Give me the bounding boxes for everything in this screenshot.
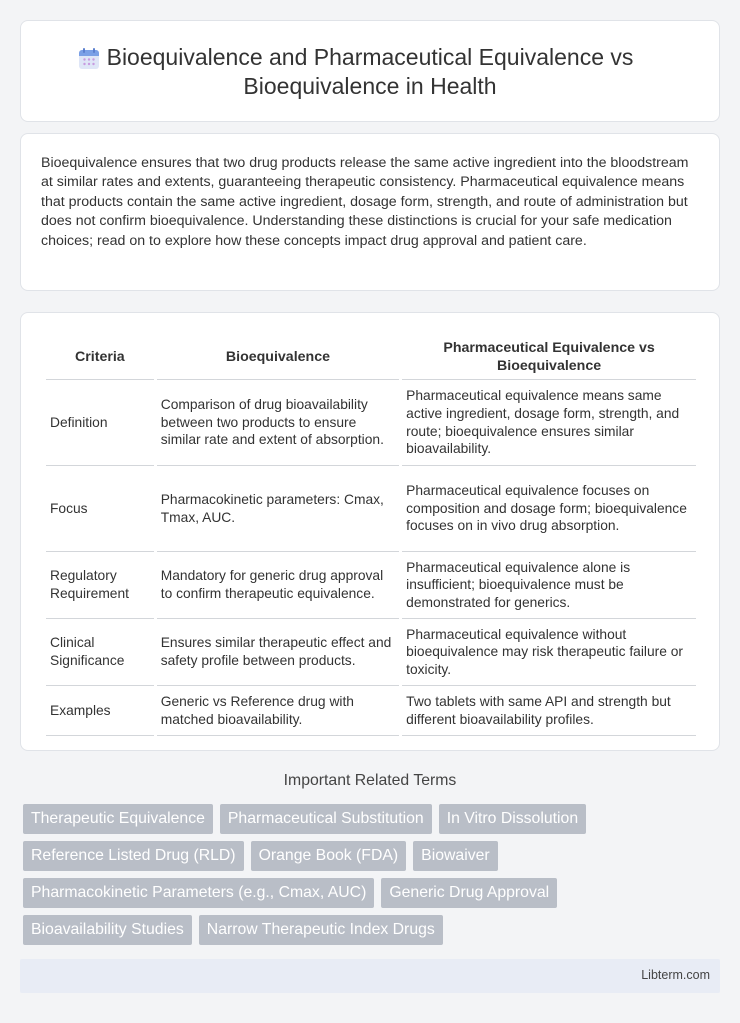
footer-site-link[interactable]: Libterm.com [641,968,710,982]
page-title [21,43,719,101]
table-cell: Clinical Significance [46,619,154,686]
chip-row [23,804,723,834]
table-cell: Regulatory Requirement [46,552,154,619]
related-term-chip[interactable]: Orange Book (FDA) [251,841,407,871]
related-terms-title: Important Related Terms [283,772,457,789]
related-term-chip[interactable]: Biowaiver [413,841,497,871]
related-term-chip[interactable]: Pharmacokinetic Parameters (e.g., Cmax, AUC) [23,878,374,908]
table-cell: Mandatory for generic drug approval to confirm therapeutic equivalence. [157,552,399,619]
table-header-row [46,335,696,380]
intro-card [20,133,720,291]
related-term-chip[interactable]: Therapeutic Equivalence [23,804,213,834]
table-cell: Pharmaceutical equivalence means same active ingredient, dosage form, strength, and route; bioequivalence ensures similar bioavailability. [402,380,696,466]
column-header: Criteria [46,335,154,380]
header-card [20,20,720,122]
table-row [46,380,696,466]
table-row [46,552,696,619]
related-term-chip[interactable]: Bioavailability Studies [23,915,192,945]
chip-row [23,915,723,945]
table-cell: Pharmaceutical equivalence without bioequivalence may risk therapeutic failure or toxicity. [402,619,696,686]
page-title-line1: Bioequivalence and Pharmaceutical Equivalence vs [106,44,634,70]
chip-row [23,841,723,871]
related-term-chip[interactable]: Pharmaceutical Substitution [220,804,432,834]
table-cell: Focus [46,466,154,552]
related-term-chip[interactable]: Reference Listed Drug (RLD) [23,841,244,871]
intro-paragraph: Bioequivalence ensures that two drug products release the same active ingredient into the bloodstream at similar rates and extents, guaranteeing therapeutic consistency. Pharmaceutical equivalence means that products contain the same active ingredient, dosage form, strength, and route of administration but does not confirm bioequivalence. Understanding these distinctions is crucial for your safe medication choices; read on to explore how these concepts impact drug approval and patient care. [41,155,689,249]
column-header: Pharmaceutical Equivalence vs Bioequivalence [402,335,696,380]
related-term-chip[interactable]: Generic Drug Approval [381,878,557,908]
table-cell: Comparison of drug bioavailability between two products to ensure similar rate and extent of absorption. [157,380,399,466]
page-title-line2: Bioequivalence in Health [243,73,497,99]
table-cell: Definition [46,380,154,466]
related-term-chip[interactable]: Narrow Therapeutic Index Drugs [199,915,443,945]
related-terms-list [23,804,723,952]
comparison-table [43,335,699,736]
table-row [46,466,696,552]
comparison-table-card [20,312,720,751]
column-header: Bioequivalence [157,335,399,380]
table-cell: Pharmaceutical equivalence alone is insufficient; bioequivalence must be demonstrated for generics. [402,552,696,619]
table-cell: Ensures similar therapeutic effect and safety profile between products. [157,619,399,686]
related-term-chip[interactable]: In Vitro Dissolution [439,804,586,834]
table-cell: Examples [46,686,154,736]
table-cell: Pharmacokinetic parameters: Cmax, Tmax, AUC. [157,466,399,552]
table-cell: Two tablets with same API and strength but different bioavailability profiles. [402,686,696,736]
footer [20,959,720,993]
chip-row [23,878,723,908]
table-row [46,619,696,686]
table-cell: Pharmaceutical equivalence focuses on composition and dosage form; bioequivalence focuses on in vivo drug absorption. [402,466,696,552]
table-row [46,686,696,736]
table-cell: Generic vs Reference drug with matched bioavailability. [157,686,399,736]
